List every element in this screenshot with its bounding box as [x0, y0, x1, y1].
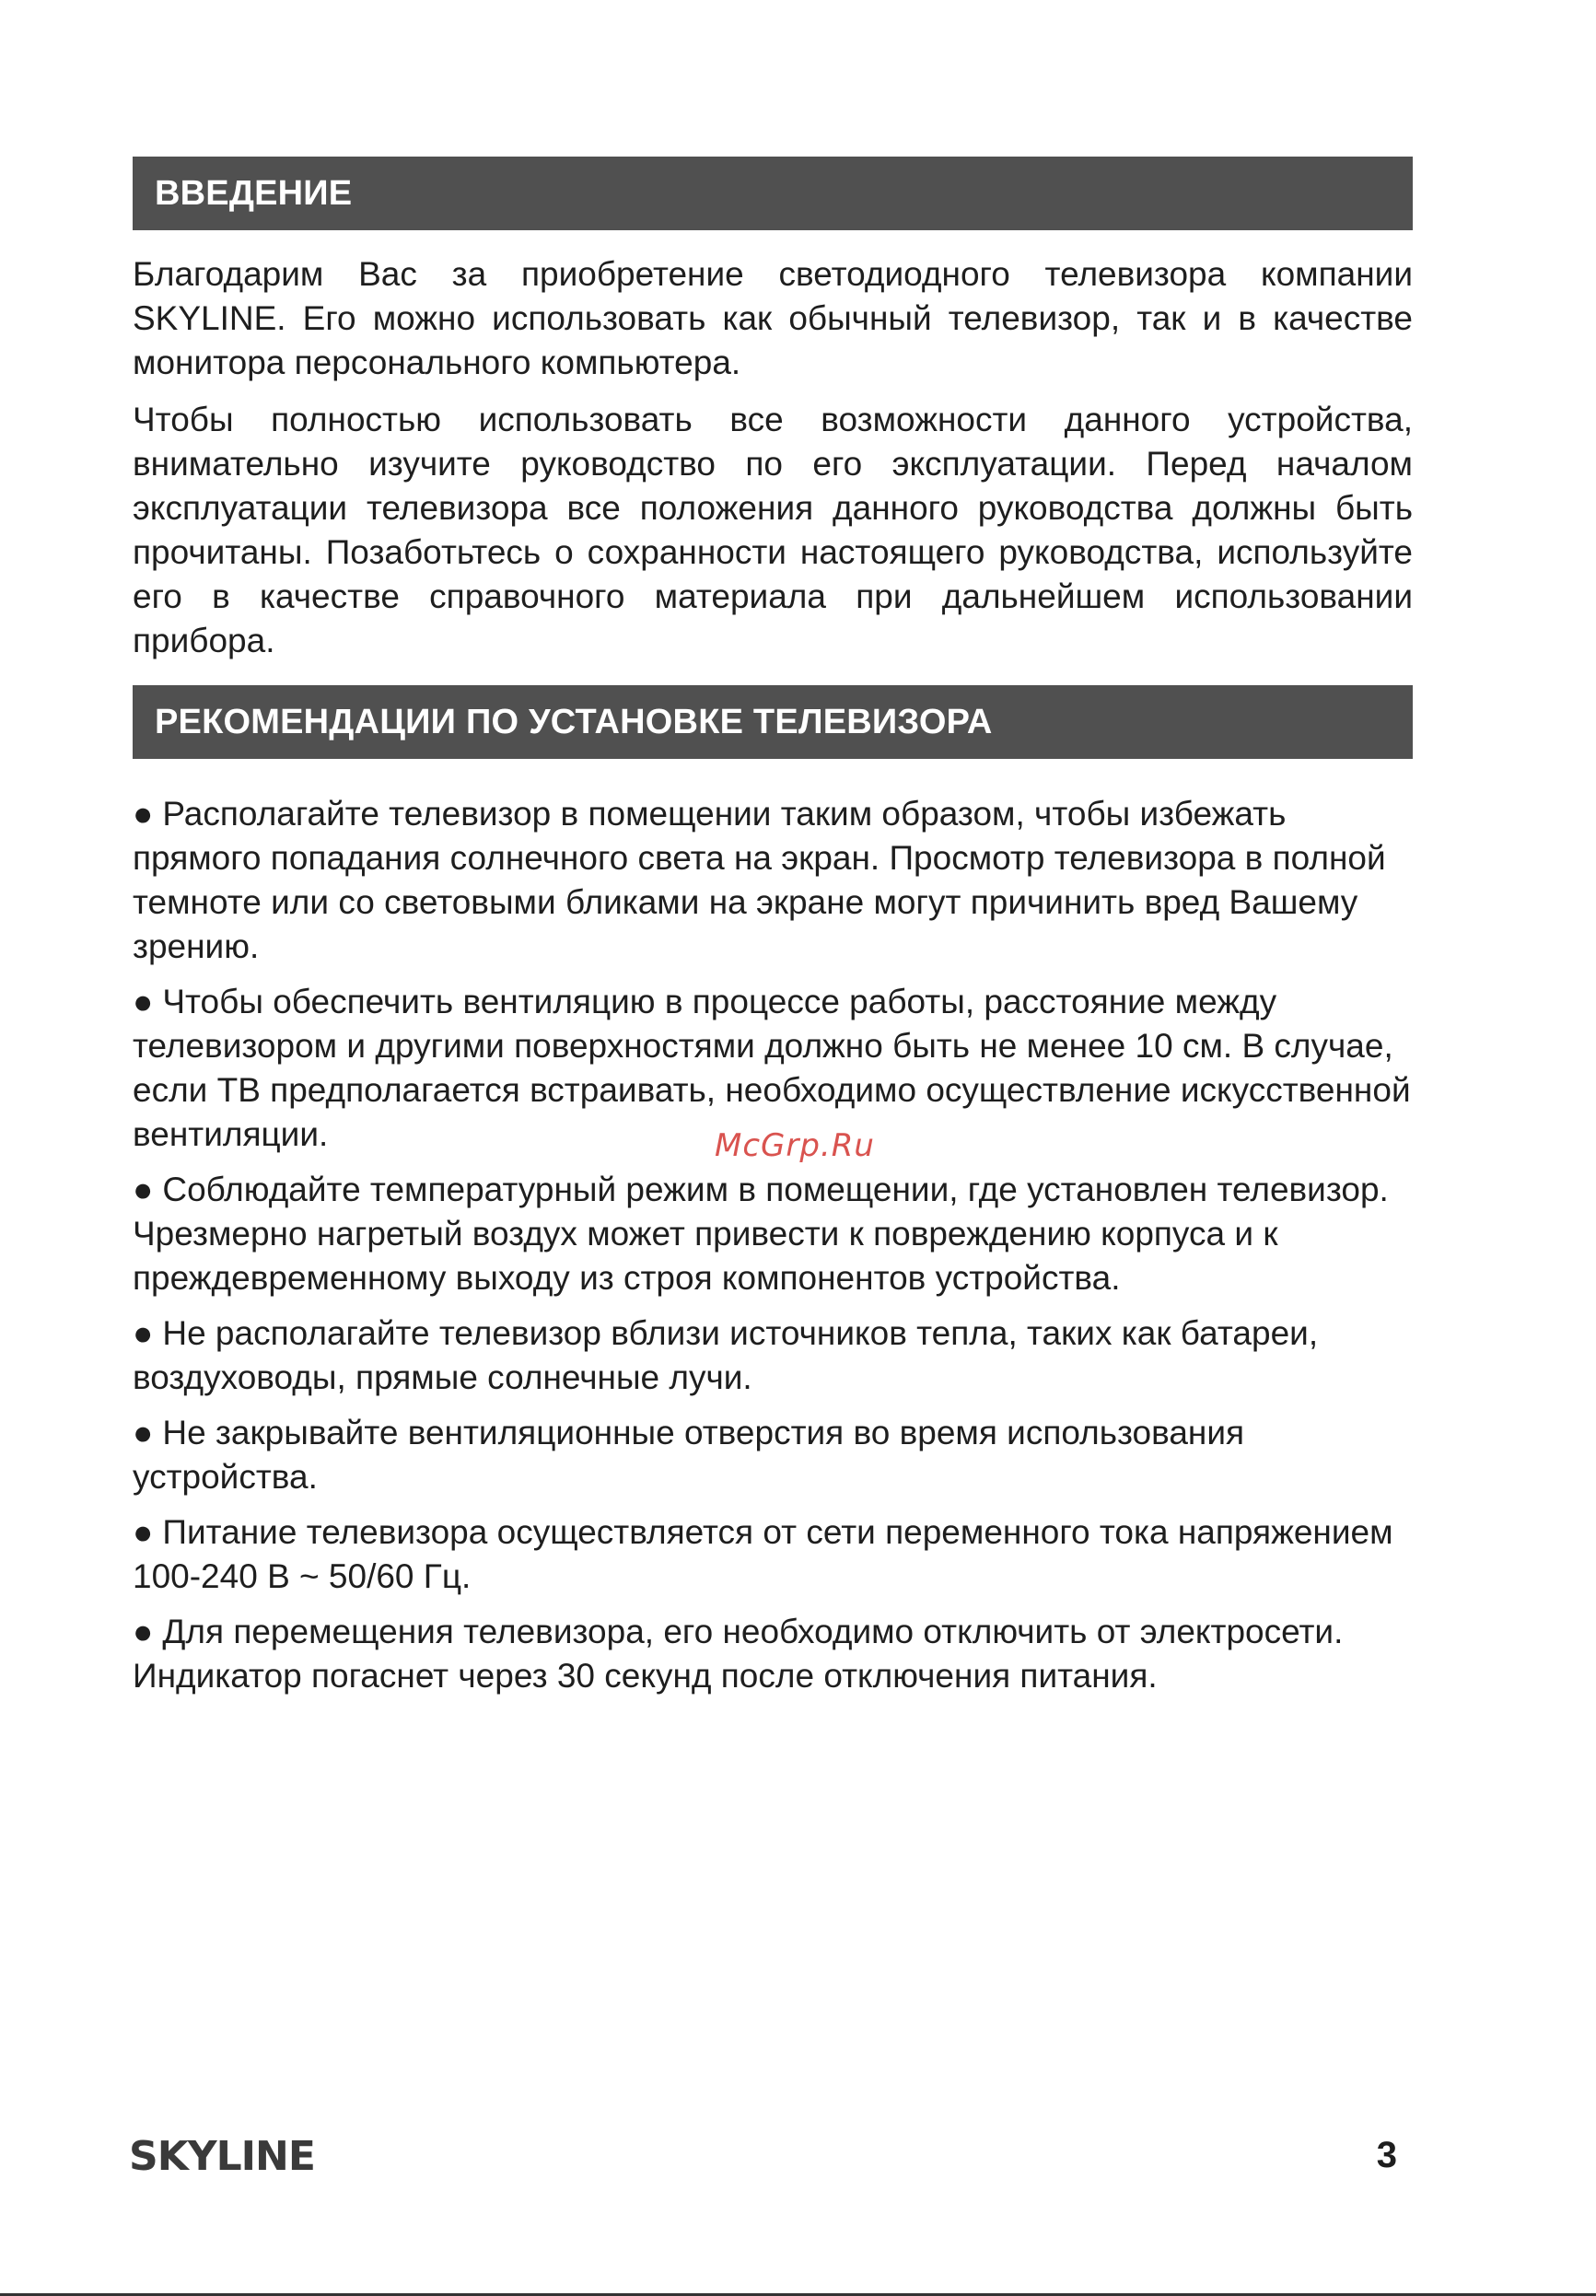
list-item-text: Не располагайте телевизор вблизи источников тепла, таких как батареи, воздуховоды, прямые солнечные лучи. — [133, 1314, 1319, 1396]
bullet-icon: ● — [133, 1171, 154, 1208]
bullet-icon: ● — [133, 1314, 154, 1352]
list-item-text: Не закрывайте вентиляционные отверстия во время использования устройства. — [133, 1414, 1245, 1496]
brand-logo: SKYLINE — [129, 2133, 315, 2180]
manual-page — [133, 157, 1413, 1709]
intro-paragraph: Чтобы полностью использовать все возможности данного устройства, внимательно изучите руководство по его эксплуатации. Перед началом эксплуатации телевизора все положения данного руководства должны быть прочитаны. Позаботьтесь о сохранности настоящего руководства, используйте его в качестве справочного материала при дальнейшем использовании прибора. — [133, 401, 1413, 659]
list-item — [133, 1510, 1413, 1599]
list-item-text: Питание телевизора осуществляется от сети переменного тока напряжением 100-240 В ~ 50/60 Гц. — [133, 1513, 1393, 1595]
list-item-text: Чтобы обеспечить вентиляцию в процессе работы, расстояние между телевизором и другими поверхностями должно быть не менее 10 см. В случае, если ТВ предполагается встраивать, необходимо осуществление искусственной вентиляции. — [133, 983, 1411, 1153]
installation-list — [133, 792, 1413, 1698]
intro-heading — [133, 157, 1413, 230]
intro-heading-text: ВВЕДЕНИЕ — [155, 173, 353, 213]
watermark-link[interactable]: McGrp.Ru — [715, 1127, 875, 1164]
bullet-icon: ● — [133, 1414, 154, 1451]
bullet-icon: ● — [133, 795, 154, 833]
bullet-icon: ● — [133, 1613, 154, 1650]
installation-heading — [133, 685, 1413, 759]
list-item-text: Соблюдайте температурный режим в помещении, где установлен телевизор. Чрезмерно нагретый воздух может привести к повреждению корпуса и к преждевременному выходу из строя компонентов устройства. — [133, 1171, 1389, 1297]
bullet-icon: ● — [133, 1513, 154, 1551]
list-item — [133, 1168, 1413, 1300]
list-item — [133, 1610, 1413, 1698]
list-item-text: Располагайте телевизор в помещении таким образом, чтобы избежать прямого попадания солнечного света на экран. Просмотр телевизора в полной темноте или со световыми бликами на экране могут причинить вред Вашему зрению. — [133, 795, 1386, 965]
list-item — [133, 1411, 1413, 1499]
list-item — [133, 792, 1413, 969]
intro-paragraph: Благодарим Вас за приобретение светодиодного телевизора компании SKYLINE. Его можно использовать как обычный телевизор, так и в качестве монитора персонального компьютера. — [133, 255, 1413, 381]
installation-heading-text: РЕКОМЕНДАЦИИ ПО УСТАНОВКЕ ТЕЛЕВИЗОРА — [155, 702, 993, 741]
list-item — [133, 1311, 1413, 1400]
bullet-icon: ● — [133, 983, 154, 1020]
list-item-text: Для перемещения телевизора, его необходимо отключить от электросети. Индикатор погаснет через 30 секунд после отключения питания. — [133, 1613, 1344, 1695]
page-number: 3 — [1376, 2135, 1397, 2175]
